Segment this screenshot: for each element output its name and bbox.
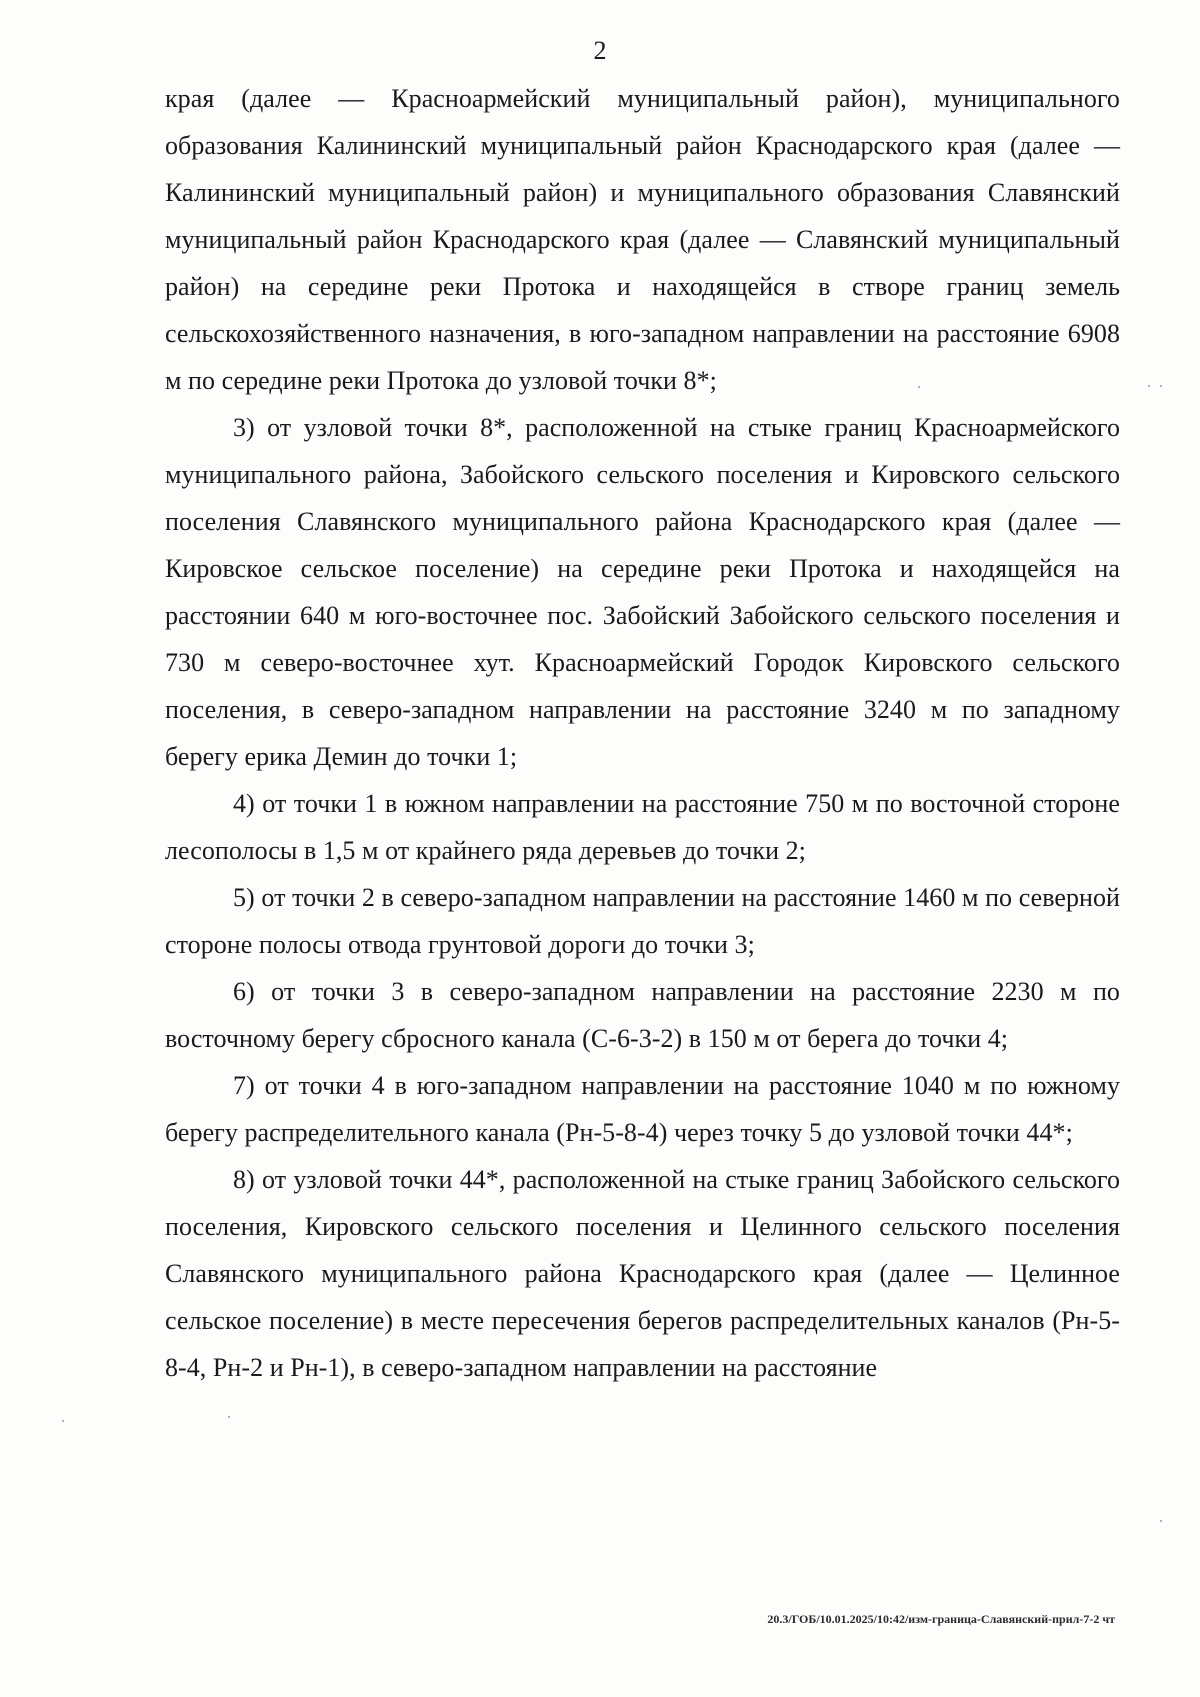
paragraph-item-6: 6) от точки 3 в северо-западном направлении на расстояние 2230 м по восточному берегу сбросного канала (С-6-3-2) в 150 м от берега до точки 4; (165, 977, 1120, 1053)
paragraph-item-3: 3) от узловой точки 8*, расположенной на стыке границ Красноармейского муниципального района, Забойского сельского поселения и Кировского сельского поселения Славянского муниципального района Краснодарского края (далее — Кировское сельское поселение) на середине реки Протока и находящейся на расстоянии 640 м юго-восточнее пос. Забойский Забойского сельского поселения и 730 м северо-восточнее хут. Красноармейский Городок Кировского сельского поселения, в северо-западном направлении на расстояние 3240 м по западному берегу ерика Демин до точки 1; (165, 413, 1120, 771)
paragraph-item-8: 8) от узловой точки 44*, расположенной на стыке границ Забойского сельского поселения, Кировского сельского поселения и Целинного сельского поселения Славянского муниципального района Краснодарского края (далее — Целинное сельское поселение) в месте пересечения берегов распределительных каналов (Рн-5-8-4, Рн-2 и Рн-1), в северо-западном направлении на расстояние (165, 1165, 1120, 1382)
paragraph-continuation: края (далее — Красноармейский муниципальный район), муниципального образования Калининский муниципальный район Краснодарского края (далее — Калининский муниципальный район) и муниципального образования Славянский муниципальный район Краснодарского края (далее — Славянский муниципальный район) на середине реки Протока и находящейся в створе границ земель сельскохозяйственного назначения, в юго-западном направлении на расстояние 6908 м по середине реки Протока до узловой точки 8*; (165, 84, 1120, 395)
scan-speck (1160, 1520, 1162, 1522)
page-number: 2 (593, 36, 607, 65)
scan-speck (1160, 385, 1162, 387)
scan-speck (228, 1416, 230, 1418)
document-body (165, 75, 1120, 1391)
scan-speck (918, 386, 920, 388)
scan-speck (1148, 385, 1150, 387)
paragraph-item-4: 4) от точки 1 в южном направлении на расстояние 750 м по восточной стороне лесополосы в 1,5 м от крайнего ряда деревьев до точки 2; (165, 789, 1120, 865)
scan-speck (62, 1420, 64, 1422)
paragraph-item-5: 5) от точки 2 в северо-западном направлении на расстояние 1460 м по северной стороне полосы отвода грунтовой дороги до точки 3; (165, 883, 1120, 959)
paragraph-item-7: 7) от точки 4 в юго-западном направлении на расстояние 1040 м по южному берегу распределительного канала (Рн-5-8-4) через точку 5 до узловой точки 44*; (165, 1071, 1120, 1147)
document-footer-code: 20.3/ГОБ/10.01.2025/10:42/изм-граница-Славянский-прил-7-2 чт (767, 1612, 1115, 1626)
